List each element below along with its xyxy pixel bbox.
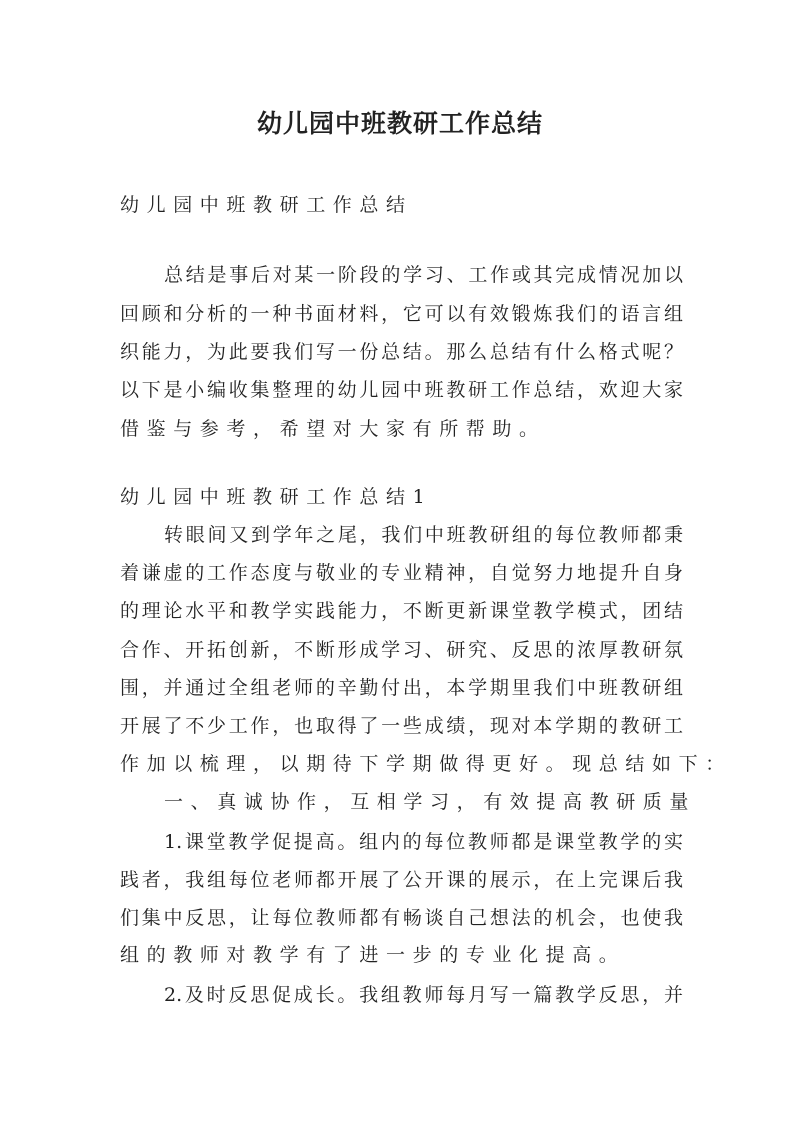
text-line: 合作、开拓创新，不断形成学习、研究、反思的浓厚教研氛 <box>120 639 683 661</box>
text-line: 作加以梳理，以期待下学期做得更好。现总结如下： <box>120 753 732 775</box>
text-line: 1.课堂教学促提高。组内的每位教师都是课堂教学的实 <box>164 831 683 853</box>
text-line: 的理论水平和教学实践能力，不断更新课堂教学模式，团结 <box>120 600 683 622</box>
text-line: 回顾和分析的一种书面材料，它可以有效锻炼我们的语言组 <box>120 303 683 325</box>
text-line: 织能力，为此要我们写一份总结。那么总结有什么格式呢？ <box>120 341 683 363</box>
text-line: 以下是小编收集整理的幼儿园中班教研工作总结，欢迎大家 <box>120 379 683 401</box>
text-line: 践者，我组每位老师都开展了公开课的展示，在上完课后我 <box>120 869 683 891</box>
text-line: 借鉴与参考，希望对大家有所帮助。 <box>120 418 546 440</box>
subheading: 一、真诚协作，互相学习，有效提高教研质量 <box>164 791 697 813</box>
text-line: 围，并通过全组老师的辛勤付出，本学期里我们中班教研组 <box>120 677 683 699</box>
text-line: 着谦虚的工作态度与敬业的专业精神，自觉努力地提升自身 <box>120 562 683 584</box>
document-subtitle: 幼儿园中班教研工作总结 <box>120 194 413 216</box>
text-line: 组的教师对教学有了进一步的专业化提高。 <box>120 944 626 966</box>
section-heading: 幼儿园中班教研工作总结1 <box>120 486 433 508</box>
text-line: 转眼间又到学年之尾，我们中班教研组的每位教师都秉 <box>164 524 683 546</box>
text-line: 2.及时反思促成长。我组教师每月写一篇教学反思，并 <box>164 984 683 1006</box>
document-title: 幼儿园中班教研工作总结 <box>256 109 543 138</box>
text-line: 开展了不少工作，也取得了一些成绩，现对本学期的教研工 <box>120 715 683 737</box>
text-line: 总结是事后对某一阶段的学习、工作或其完成情况加以 <box>164 264 683 286</box>
text-line: 们集中反思，让每位教师都有畅谈自己想法的机会，也使我 <box>120 907 683 929</box>
